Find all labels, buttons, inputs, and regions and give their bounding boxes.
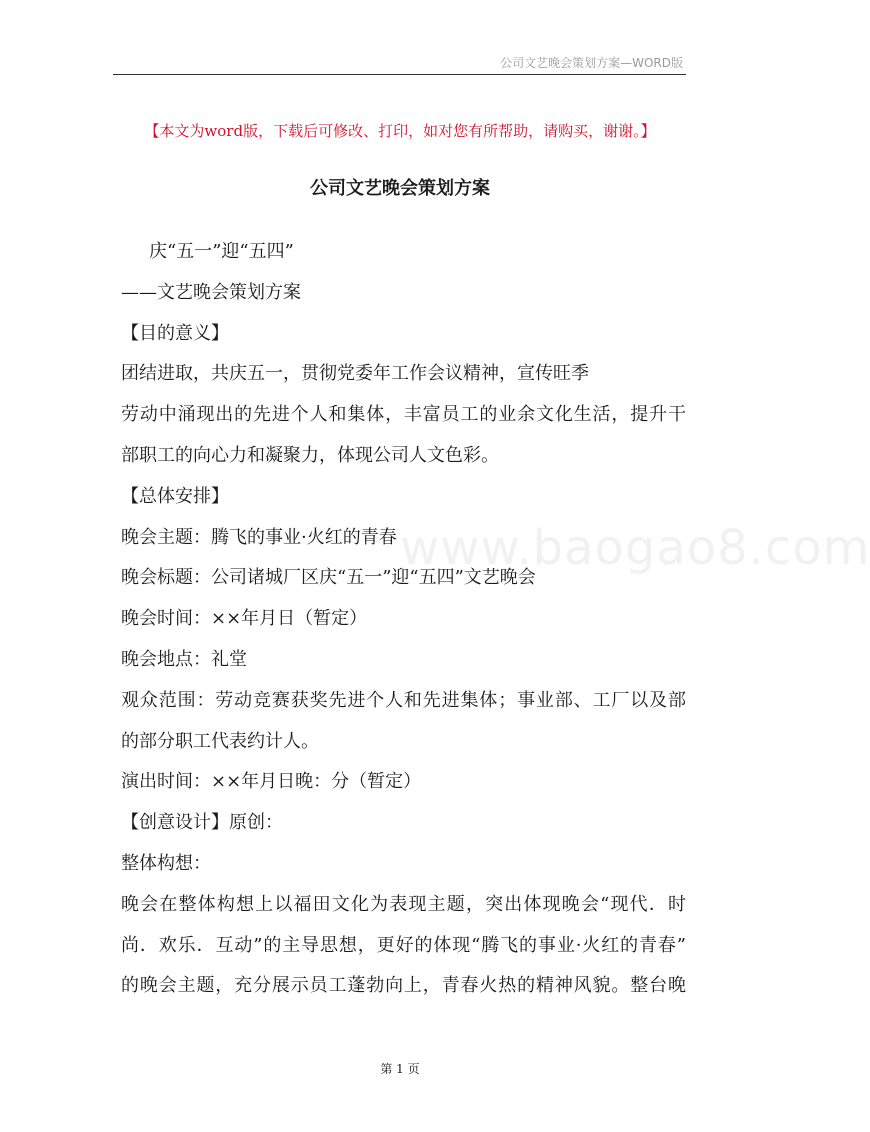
body-line: 部职工的向心力和凝聚力，体现公司人文色彩。 xyxy=(121,444,499,466)
header-rule xyxy=(113,74,686,75)
purchase-notice: 【本文为word版，下载后可修改、打印，如对您有所帮助，请购买，谢谢。】 xyxy=(144,122,656,140)
document-body xyxy=(121,232,686,1007)
body-line-event-date: 晚会时间：××年月日（暂定） xyxy=(121,608,368,630)
document-title: 公司文艺晚会策划方案 xyxy=(310,178,490,199)
body-line-subtitle-2: ——文艺晚会策划方案 xyxy=(121,281,301,303)
page-number: 第 1 页 xyxy=(380,1062,420,1076)
watermark: www.baogao8.com xyxy=(400,520,870,576)
body-line-audience: 观众范围：劳动竞赛获奖先进个人和先进集体；事业部、工厂以及部 xyxy=(121,689,686,711)
body-line-event-title: 晚会标题：公司诸城厂区庆“五一”迎“五四”文艺晚会 xyxy=(121,567,536,589)
body-line-concept: 整体构想： xyxy=(121,852,211,874)
body-line-theme: 晚会主题：腾飞的事业·火红的青春 xyxy=(121,526,397,548)
section-heading-creative: 【创意设计】原创： xyxy=(121,812,283,834)
body-line-subtitle: 庆“五一”迎“五四” xyxy=(149,241,294,262)
running-header: 公司文艺晚会策划方案—WORD版 xyxy=(500,56,683,70)
body-line: 劳动中涌现出的先进个人和集体，丰富员工的业余文化生活，提升干 xyxy=(121,404,686,426)
body-line-show-time: 演出时间：××年月日晚：分（暂定） xyxy=(121,771,422,793)
body-line-venue: 晚会地点：礼堂 xyxy=(121,648,247,670)
section-heading-purpose: 【目的意义】 xyxy=(121,322,229,344)
body-line: 团结进取，共庆五一，贯彻党委年工作会议精神，宣传旺季 xyxy=(121,363,589,385)
body-line: 尚．欢乐．互动”的主导思想，更好的体现“腾飞的事业·火红的青春” xyxy=(121,934,686,956)
section-heading-arrangement: 【总体安排】 xyxy=(121,485,229,507)
body-line-audience-cont: 的部分职工代表约计人。 xyxy=(121,730,319,752)
body-line: 的晚会主题，充分展示员工蓬勃向上，青春火热的精神风貌。整台晚 xyxy=(121,975,686,997)
body-line: 晚会在整体构想上以福田文化为表现主题，突出体现晚会“现代．时 xyxy=(121,893,686,915)
